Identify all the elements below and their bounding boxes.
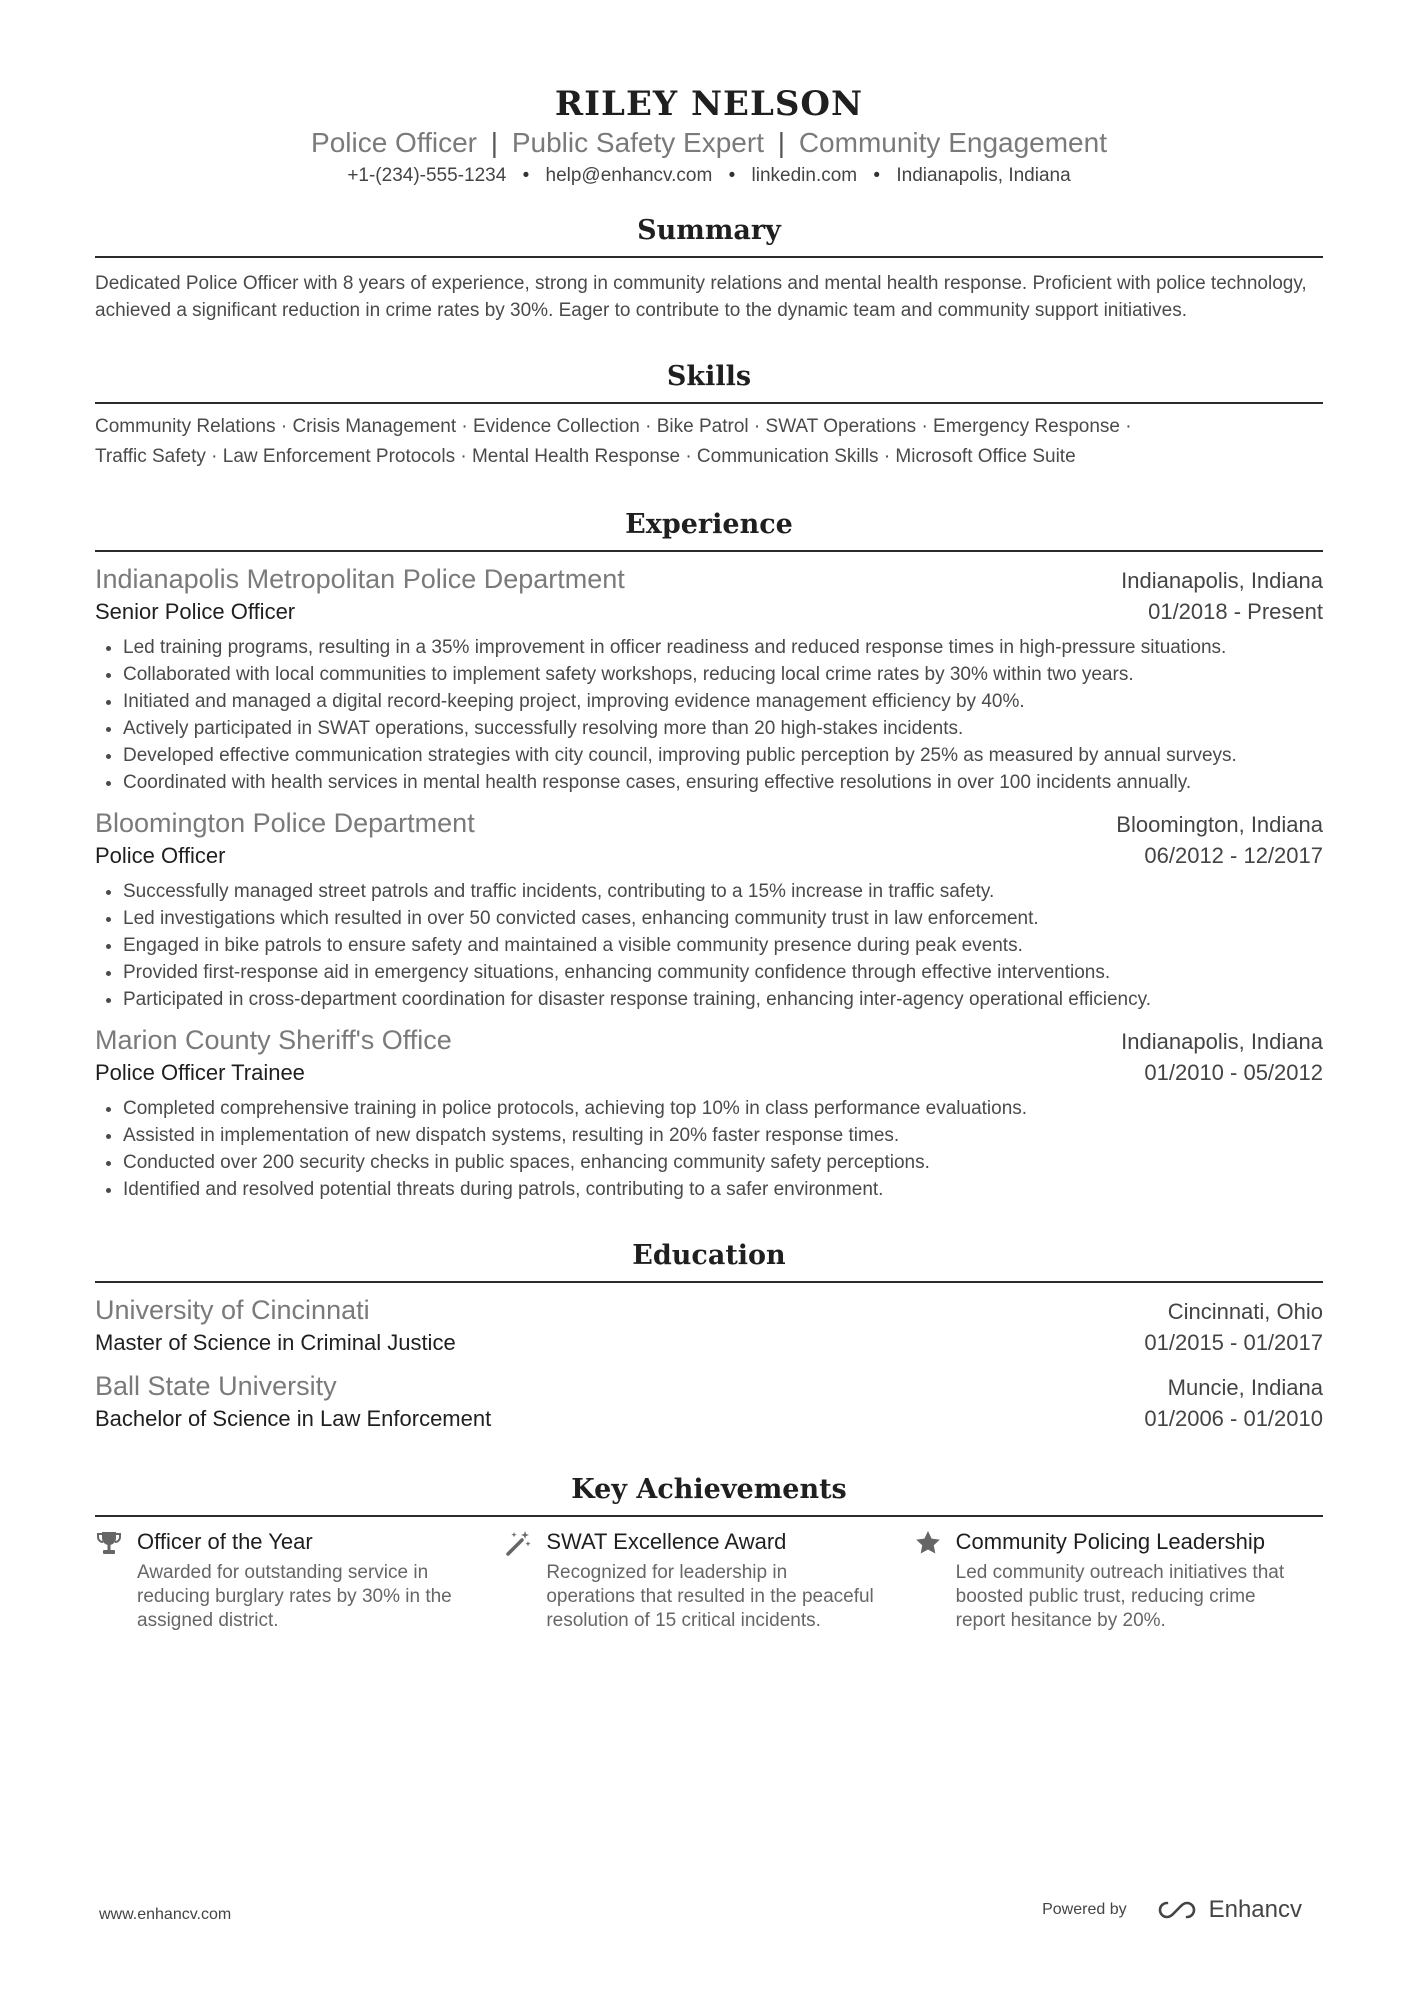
star-icon: [914, 1527, 944, 1559]
achievement-item: [914, 1527, 1323, 1633]
section-heading: Experience: [95, 508, 1323, 552]
job-entry: [95, 1023, 1323, 1203]
job-bullet: • Assisted in implementation of new dispatch systems, resulting in 20% faster response times.: [123, 1122, 1323, 1149]
education-degree: Bachelor of Science in Law Enforcement: [95, 1406, 492, 1431]
job-bullet: • Identified and resolved potential threats during patrols, contributing to a safer environment.: [123, 1176, 1323, 1203]
job-bullet: • Coordinated with health services in mental health response cases, ensuring effective resolutions in over 100 incidents annually.: [123, 769, 1323, 796]
brand-logo[interactable]: [1155, 1896, 1302, 1924]
candidate-name: RILEY NELSON: [554, 84, 864, 124]
magic-wand-icon: [504, 1527, 534, 1559]
job-organization: Marion County Sheriff's Office: [95, 1025, 452, 1055]
job-bullet: • Initiated and managed a digital record-keeping project, improving evidence management efficiency by 40%.: [123, 688, 1323, 715]
education-dates: 01/2015 - 01/2017: [1144, 1330, 1323, 1355]
footer-branding: [1042, 1896, 1302, 1924]
achievements-section: [95, 1473, 1323, 1633]
education-school: University of Cincinnati: [95, 1295, 370, 1325]
job-role: Police Officer Trainee: [95, 1060, 305, 1085]
job-entry: [95, 562, 1323, 796]
job-location: Bloomington, Indiana: [1116, 812, 1323, 837]
achievement-description: Led community outreach initiatives that boosted public trust, reducing crime report hesitance by 20%.: [955, 1562, 1285, 1631]
job-bullet: • Conducted over 200 security checks in public spaces, enhancing community safety perceptions.: [123, 1149, 1323, 1176]
education-dates: 01/2006 - 01/2010: [1144, 1406, 1323, 1431]
job-bullets: [95, 634, 1323, 796]
contact-email[interactable]: help@enhancv.com: [545, 165, 713, 186]
section-heading: Skills: [95, 360, 1323, 404]
job-bullet: • Provided first-response aid in emergency situations, enhancing community confidence through effective interventions.: [123, 959, 1323, 986]
job-bullet: • Successfully managed street patrols and traffic incidents, contributing to a 15% increase in traffic safety.: [123, 878, 1323, 905]
section-heading: Summary: [95, 214, 1323, 258]
achievement-title: Community Policing Leadership: [955, 1529, 1266, 1554]
contact-separator: •: [522, 165, 530, 186]
contact-line: [95, 164, 1323, 188]
contact-linkedin[interactable]: linkedin.com: [751, 165, 858, 186]
summary-text: Dedicated Police Officer with 8 years of experience, strong in community relations and mental health response. Proficient with police technology, achieved a significant reduction in crime rates by 30%. Eager to contribute to the dynamic team and community support initiatives.: [95, 273, 1307, 321]
job-bullet: • Engaged in bike patrols to ensure safety and maintained a visible community presence during peak events.: [123, 932, 1323, 959]
brand-name: Enhancv: [1208, 1896, 1302, 1923]
skills-line: Traffic Safety · Law Enforcement Protocols · Mental Health Response · Communication Skills · Microsoft Office Suite: [95, 446, 1076, 467]
job-bullet: • Collaborated with local communities to implement safety workshops, reducing local crime rates by 30% within two years.: [123, 661, 1323, 688]
job-bullet: • Participated in cross-department coordination for disaster response training, enhancing inter-agency operational efficiency.: [123, 986, 1323, 1013]
education-school: Ball State University: [95, 1371, 337, 1401]
education-entry: [95, 1369, 1323, 1435]
achievement-title: SWAT Excellence Award: [546, 1529, 787, 1554]
skills-line: Community Relations · Crisis Management · Evidence Collection · Bike Patrol · SWAT Operations · Emergency Response ·: [95, 416, 1132, 437]
job-bullets: [95, 878, 1323, 1013]
education-section: [95, 1239, 1323, 1435]
job-location: Indianapolis, Indiana: [1121, 1029, 1323, 1054]
skills-section: [95, 360, 1323, 472]
section-heading: Key Achievements: [95, 1473, 1323, 1517]
job-bullet: • Actively participated in SWAT operations, successfully resolving more than 20 high-stakes incidents.: [123, 715, 1323, 742]
job-location: Indianapolis, Indiana: [1121, 568, 1323, 593]
contact-separator: •: [873, 165, 881, 186]
contact-separator: •: [728, 165, 736, 186]
job-bullets: [95, 1095, 1323, 1203]
resume-page: [95, 0, 1323, 1633]
achievement-description: Recognized for leadership in operations that resulted in the peaceful resolution of 15 critical incidents.: [546, 1562, 874, 1631]
job-dates: 06/2012 - 12/2017: [1144, 843, 1323, 868]
headline-separator: |: [490, 127, 499, 158]
job-organization: Bloomington Police Department: [95, 808, 475, 838]
section-heading: Education: [95, 1239, 1323, 1283]
footer-website[interactable]: www.enhancv.com: [99, 1906, 232, 1923]
achievements-grid: [95, 1527, 1323, 1633]
job-dates: 01/2018 - Present: [1148, 599, 1323, 624]
achievement-title: Officer of the Year: [137, 1529, 313, 1554]
achievement-item: [504, 1527, 913, 1633]
headline-title: Police Officer: [311, 127, 478, 158]
job-role: Senior Police Officer: [95, 599, 296, 624]
headline-title: Public Safety Expert: [511, 127, 764, 158]
achievement-description: Awarded for outstanding service in reducing burglary rates by 30% in the assigned district.: [137, 1562, 452, 1631]
trophy-icon: [95, 1527, 125, 1559]
headline-separator: |: [777, 127, 786, 158]
summary-section: [95, 214, 1323, 324]
powered-by-label: Powered by: [1042, 1901, 1127, 1918]
experience-section: [95, 508, 1323, 1203]
job-entry: [95, 806, 1323, 1013]
job-role: Police Officer: [95, 843, 226, 868]
job-bullet: • Led training programs, resulting in a 35% improvement in officer readiness and reduced response times in high-pressure situations.: [123, 634, 1323, 661]
enhancv-logo-icon: [1155, 1898, 1201, 1922]
achievement-item: [95, 1527, 504, 1633]
job-dates: 01/2010 - 05/2012: [1144, 1060, 1323, 1085]
education-location: Muncie, Indiana: [1167, 1375, 1323, 1400]
education-entry: [95, 1293, 1323, 1359]
job-bullet: • Completed comprehensive training in police protocols, achieving top 10% in class performance evaluations.: [123, 1095, 1323, 1122]
skills-list: [95, 412, 1323, 472]
job-organization: Indianapolis Metropolitan Police Department: [95, 564, 625, 594]
education-degree: Master of Science in Criminal Justice: [95, 1330, 456, 1355]
resume-header: [95, 84, 1323, 188]
job-bullet: • Led investigations which resulted in over 50 convicted cases, enhancing community trust in law enforcement.: [123, 905, 1323, 932]
job-bullet: • Developed effective communication strategies with city council, improving public perception by 25% as measured by annual surveys.: [123, 742, 1323, 769]
headline: [95, 126, 1323, 160]
headline-title: Community Engagement: [798, 127, 1107, 158]
contact-phone[interactable]: +1-(234)-555-1234: [347, 165, 507, 186]
education-location: Cincinnati, Ohio: [1167, 1299, 1323, 1324]
contact-location: Indianapolis, Indiana: [896, 165, 1071, 186]
